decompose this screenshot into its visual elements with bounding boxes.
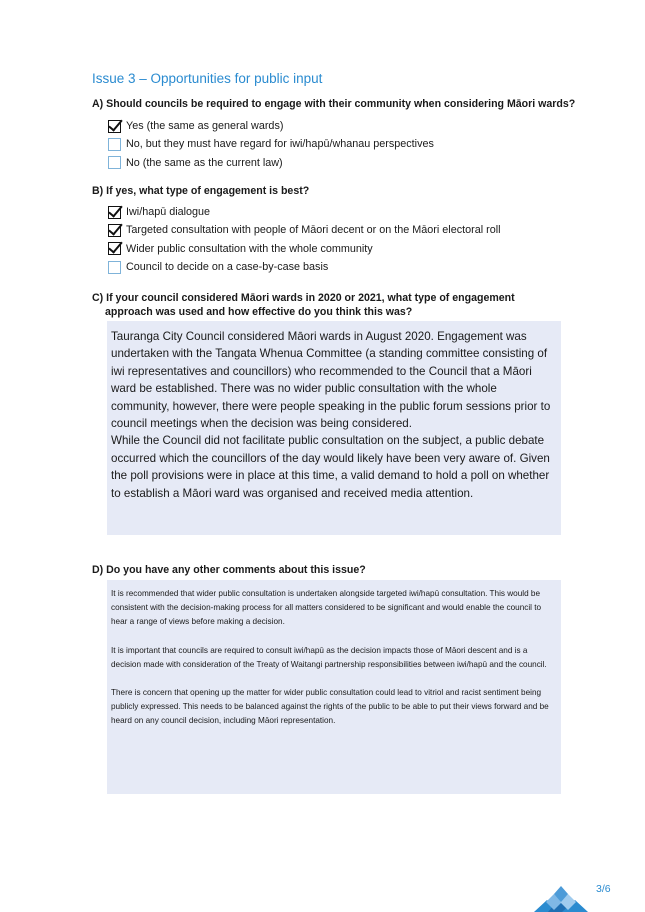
question-d: D) Do you have any other comments about this issue? xyxy=(92,564,366,576)
option-label: Yes (the same as general wards) xyxy=(126,120,284,133)
question-a: A) Should councils be required to engage with their community when considering Māori wards? xyxy=(92,98,576,110)
option-label: Council to decide on a case-by-case basis xyxy=(126,261,329,274)
checkbox-unchecked-icon[interactable] xyxy=(108,156,121,169)
checkbox-unchecked-icon[interactable] xyxy=(108,138,121,151)
issue-title: Issue 3 – Opportunities for public input xyxy=(92,71,323,86)
checkbox-checked-icon[interactable] xyxy=(108,120,121,133)
checkbox-unchecked-icon[interactable] xyxy=(108,261,121,274)
answer-d-paragraph: It is important that councils are required to consult iwi/hapū as the decision impacts those of Māori descent and is a decision made with consideration of the Treaty of Waitangi partnership responsibilities between iwi/hapū and the council. xyxy=(111,645,547,669)
question-b: B) If yes, what type of engagement is best? xyxy=(92,185,310,197)
answer-d-paragraph: It is recommended that wider public consultation is undertaken alongside targeted iwi/hapū consultation. This would be consistent with the decision-making process for all matters considered to be significant and would enable the council to hear a range of views before making a decision. xyxy=(111,589,542,627)
answer-c-field[interactable] xyxy=(107,321,561,535)
option-label: Iwi/hapū dialogue xyxy=(126,206,211,219)
answer-c-paragraph: Tauranga City Council considered Māori wards in August 2020. Engagement was undertaken with the Tangata Whenua Committee (a standing committee consisting of iwi representatives and councillors) who recommended to the Council that a Māori ward be established. There was no wider public consultation with the whole community, however, there were people speaking in the public forum sessions prior to council meetings when the decision was being considered. xyxy=(111,330,551,431)
answer-c-paragraph: While the Council did not facilitate public consultation on the subject, a public debate occurred which the councillors of the day would likely have been very aware of. Given the poll provisions were in place at this time, a valid demand to hold a poll on whether to establish a Māori ward was organised and received media attention. xyxy=(111,434,550,500)
option-label: Targeted consultation with people of Māori decent or on the Māori electoral roll xyxy=(126,224,501,237)
checkbox-checked-icon[interactable] xyxy=(108,206,121,219)
option-b-case-by-case[interactable] xyxy=(108,258,501,276)
question-b-options xyxy=(108,203,501,276)
question-c-line-1: C) If your council considered Māori wards in 2020 or 2021, what type of engagement xyxy=(92,292,515,304)
option-b-iwi-dialogue[interactable] xyxy=(108,203,501,221)
question-c-line-2: approach was used and how effective do you think this was? xyxy=(105,306,413,318)
option-a-yes[interactable] xyxy=(108,117,434,135)
question-c xyxy=(92,291,592,319)
option-b-targeted-consultation[interactable] xyxy=(108,221,501,239)
option-label: No (the same as the current law) xyxy=(126,156,283,169)
checkbox-checked-icon[interactable] xyxy=(108,224,121,237)
option-label: No, but they must have regard for iwi/hapū/whanau perspectives xyxy=(126,138,434,151)
option-label: Wider public consultation with the whole community xyxy=(126,242,373,255)
page-number: 3/6 xyxy=(596,883,611,895)
lgnz-triangle-logo-icon xyxy=(532,882,592,912)
answer-d-paragraph: There is concern that opening up the matter for wider public consultation could lead to vitriol and racist sentiment being publicly expressed. This needs to be balanced against the rights of the public to be able to put their views forward and be heard on any council decision, including Māori representation. xyxy=(111,688,549,726)
option-a-no-current-law[interactable] xyxy=(108,154,434,172)
option-a-no-regard[interactable] xyxy=(108,135,434,153)
checkbox-checked-icon[interactable] xyxy=(108,242,121,255)
option-b-wider-consultation[interactable] xyxy=(108,240,501,258)
answer-d-field[interactable] xyxy=(107,580,561,794)
question-a-options xyxy=(108,117,434,172)
